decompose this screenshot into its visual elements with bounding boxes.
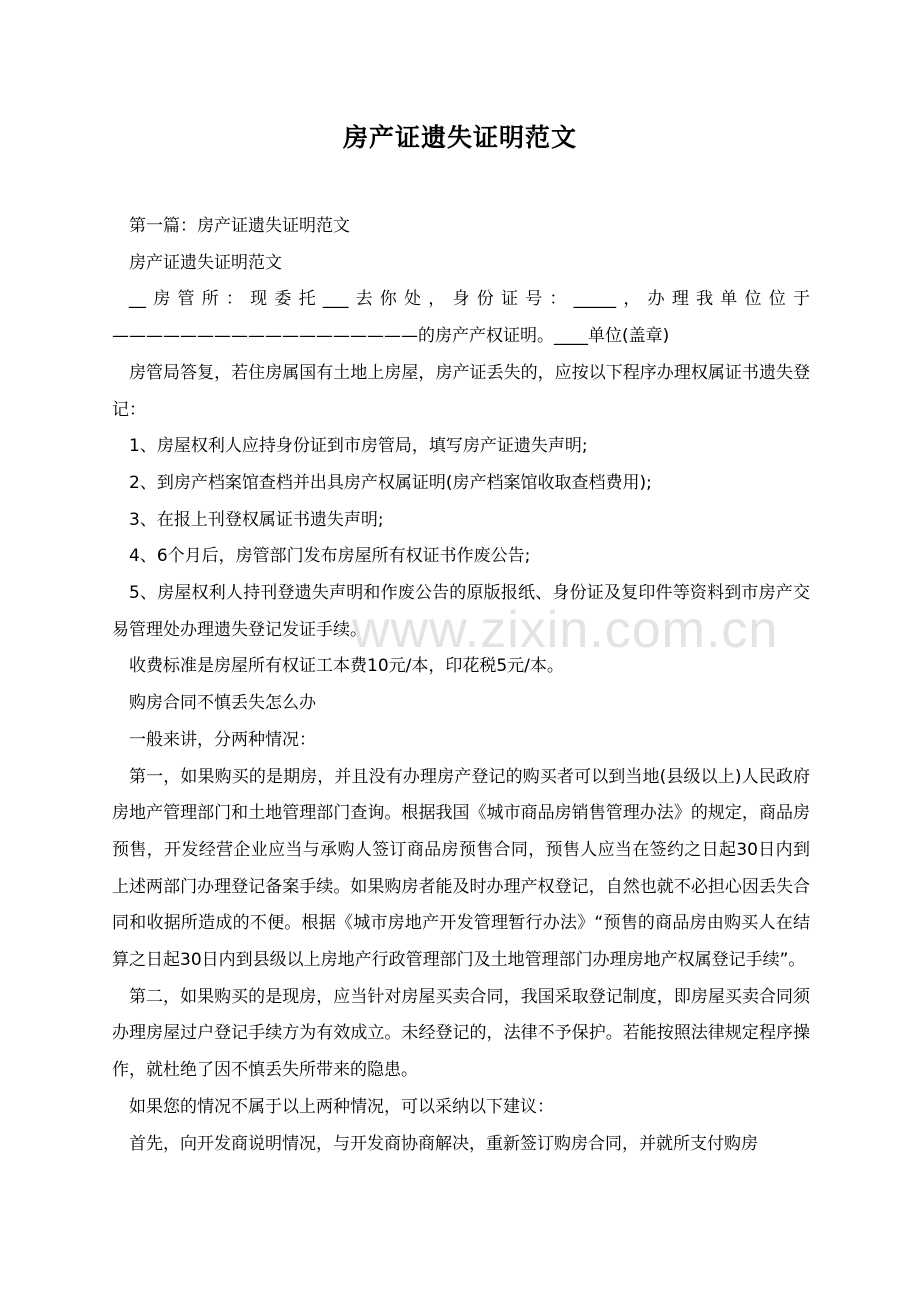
paragraph-fee-standard: 收费标准是房屋所有权证工本费10元/本，印花税5元/本。 bbox=[129, 656, 564, 677]
paragraph-two-cases: 一般来讲，分两种情况： bbox=[129, 729, 316, 750]
paragraph-step-2: 2、到房产档案馆查档并出具房产权属证明(房产档案馆收取查档费用); bbox=[129, 472, 652, 493]
document-body bbox=[112, 208, 810, 1162]
paragraph-case-one: 第一，如果购买的是期房，并且没有办理房产登记的购买者可以到当地(县级以上)人民政府房地产管理部门和土地管理部门查询。根据我国《城市商品房销售管理办法》的规定，商品房预售，开发经营企业应当与承购人签订商品房预售合同，预售人应当在签约之日起30日内到上述两部门办理登记备案手续。如果购房者能及时办理产权登记，自然也就不必担心因丢失合同和收据所造成的不便。根据《城市房地产开发管理暂行办法》“预售的商品房由购买人在结算之日起30日内到县级以上房地产行政管理部门及土地管理部门办理房地产权属登记手续”。 bbox=[112, 766, 810, 971]
paragraph-case-two: 第二，如果购买的是现房，应当针对房屋买卖合同，我国采取登记制度，即房屋买卖合同须办理房屋过户登记手续方为有效成立。未经登记的，法律不予保护。若能按照法律规定程序操作，就杜绝了因不慎丢失所带来的隐患。 bbox=[112, 986, 810, 1081]
paragraph-authorization-template: __房管所：现委托___去你处，身份证号：_____，办理我单位位于——————————————————的房产产权证明。____单位(盖章) bbox=[112, 289, 810, 347]
watermark-text: www.zixin.com.cn bbox=[352, 601, 779, 659]
paragraph-first-suggestion: 首先，向开发商说明情况，与开发商协商解决，重新签订购房合同，并就所支付购房 bbox=[129, 1133, 758, 1154]
paragraph-section-heading: 第一篇：房产证遗失证明范文 bbox=[129, 216, 350, 236]
paragraph-step-3: 3、在报上刊登权属证书遗失声明; bbox=[129, 509, 384, 530]
paragraph-lost-contract-heading: 购房合同不慎丢失怎么办 bbox=[129, 693, 316, 714]
paragraph-housing-bureau-reply: 房管局答复，若住房属国有土地上房屋，房产证丢失的，应按以下程序办理权属证书遗失登记： bbox=[112, 362, 810, 420]
document-title: 房产证遗失证明范文 bbox=[342, 123, 577, 152]
paragraph-step-1: 1、房屋权利人应持身份证到市房管局，填写房产证遗失声明; bbox=[129, 436, 588, 457]
paragraph-step-4: 4、6个月后，房管部门发布房屋所有权证书作废公告; bbox=[129, 546, 531, 567]
paragraph-step-5: 5、房屋权利人持刊登遗失声明和作废公告的原版报纸、身份证及复印件等资料到市房产交易管理处办理遗失登记发证手续。 bbox=[112, 583, 810, 640]
paragraph-suggestions: 如果您的情况不属于以上两种情况，可以采纳以下建议： bbox=[129, 1096, 554, 1117]
paragraph-subtitle: 房产证遗失证明范文 bbox=[129, 252, 282, 273]
